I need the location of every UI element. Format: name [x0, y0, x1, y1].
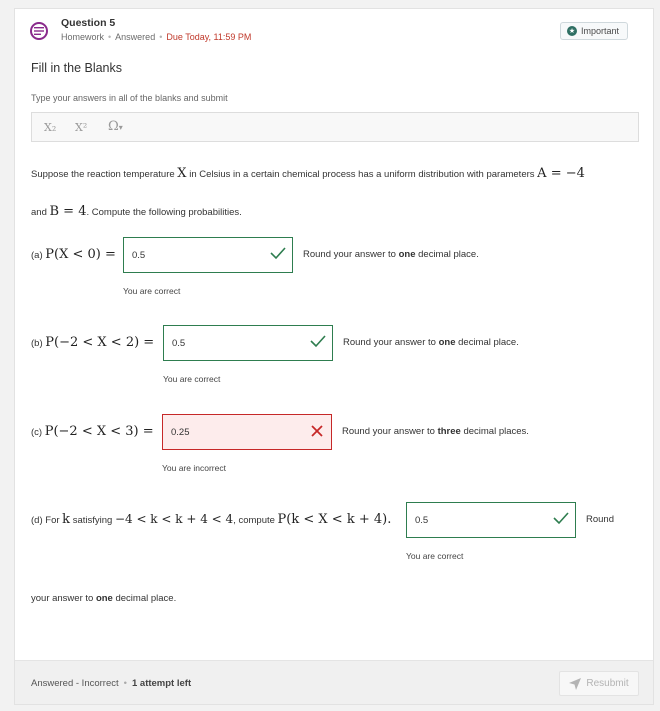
part-d-feedback: You are correct [406, 551, 464, 561]
answer-status: Answered - Incorrect • 1 attempt left [31, 678, 192, 689]
part-a-label: (a) P(X < 0) = [31, 247, 116, 262]
part-d-answer-input[interactable]: 0.5 [406, 502, 576, 538]
special-characters-button[interactable] [108, 119, 123, 134]
x-mark-icon [309, 423, 325, 442]
part-b-round-note: Round your answer to one decimal place. [343, 337, 519, 348]
param-b: B = 4 [49, 204, 87, 219]
question-title: Question 5 [61, 17, 116, 29]
problem-line-2: and B = 4. Compute the following probabilities. [31, 204, 242, 219]
variable-x: X [177, 166, 187, 181]
question-type: Homework [61, 32, 105, 42]
part-b-feedback: You are correct [163, 374, 221, 384]
badge-label: Important [581, 26, 620, 36]
part-c-round-note: Round your answer to three decimal places. [342, 426, 529, 437]
question-status: Answered [115, 32, 156, 42]
resubmit-button[interactable]: Resubmit [559, 671, 639, 696]
part-c-answer-input[interactable]: 0.25 [162, 414, 332, 450]
part-b-label: (b) P(−2 < X < 2) = [31, 335, 155, 350]
send-icon [569, 678, 581, 690]
superscript-button[interactable]: X² [75, 121, 88, 134]
part-a-feedback: You are correct [123, 286, 181, 296]
question-footer [15, 660, 654, 705]
question-card [14, 8, 654, 705]
subscript-button[interactable]: X₂ [44, 121, 57, 134]
question-heading: Fill in the Blanks [31, 61, 123, 75]
part-c-label: (c) P(−2 < X < 3) = [31, 424, 154, 439]
part-a-answer-input[interactable]: 0.5 [123, 237, 293, 273]
part-b-answer-input[interactable]: 0.5 [163, 325, 333, 361]
part-c-feedback: You are incorrect [162, 463, 226, 473]
question-list-icon [30, 22, 48, 40]
param-a: A = −4 [537, 166, 585, 181]
part-d-round-note: your answer to one decimal place. [31, 593, 177, 604]
check-icon [553, 511, 569, 528]
due-date: Due Today, 11:59 PM [166, 32, 252, 42]
part-d-label: (d) For k satisfying −4 < k < k + 4 < 4, compute P(k < X < k + 4). [31, 512, 392, 527]
instructions: Type your answers in all of the blanks and submit [31, 93, 228, 103]
check-icon [270, 246, 286, 263]
problem-line-1: Suppose the reaction temperature X in Celsius in a certain chemical process has a uniform distribution with parameters A = −4 [31, 166, 585, 181]
star-icon: ★ [568, 27, 576, 35]
check-icon [310, 334, 326, 351]
omega-icon: Ω [108, 119, 119, 134]
chevron-down-icon: ▾ [118, 123, 123, 132]
important-badge[interactable] [560, 22, 628, 40]
part-a-round-note: Round your answer to one decimal place. [303, 249, 479, 260]
part-d-round-word: Round [586, 514, 614, 525]
question-meta: Homework • Answered • Due Today, 11:59 PM [61, 32, 252, 42]
editor-toolbar [31, 112, 639, 142]
